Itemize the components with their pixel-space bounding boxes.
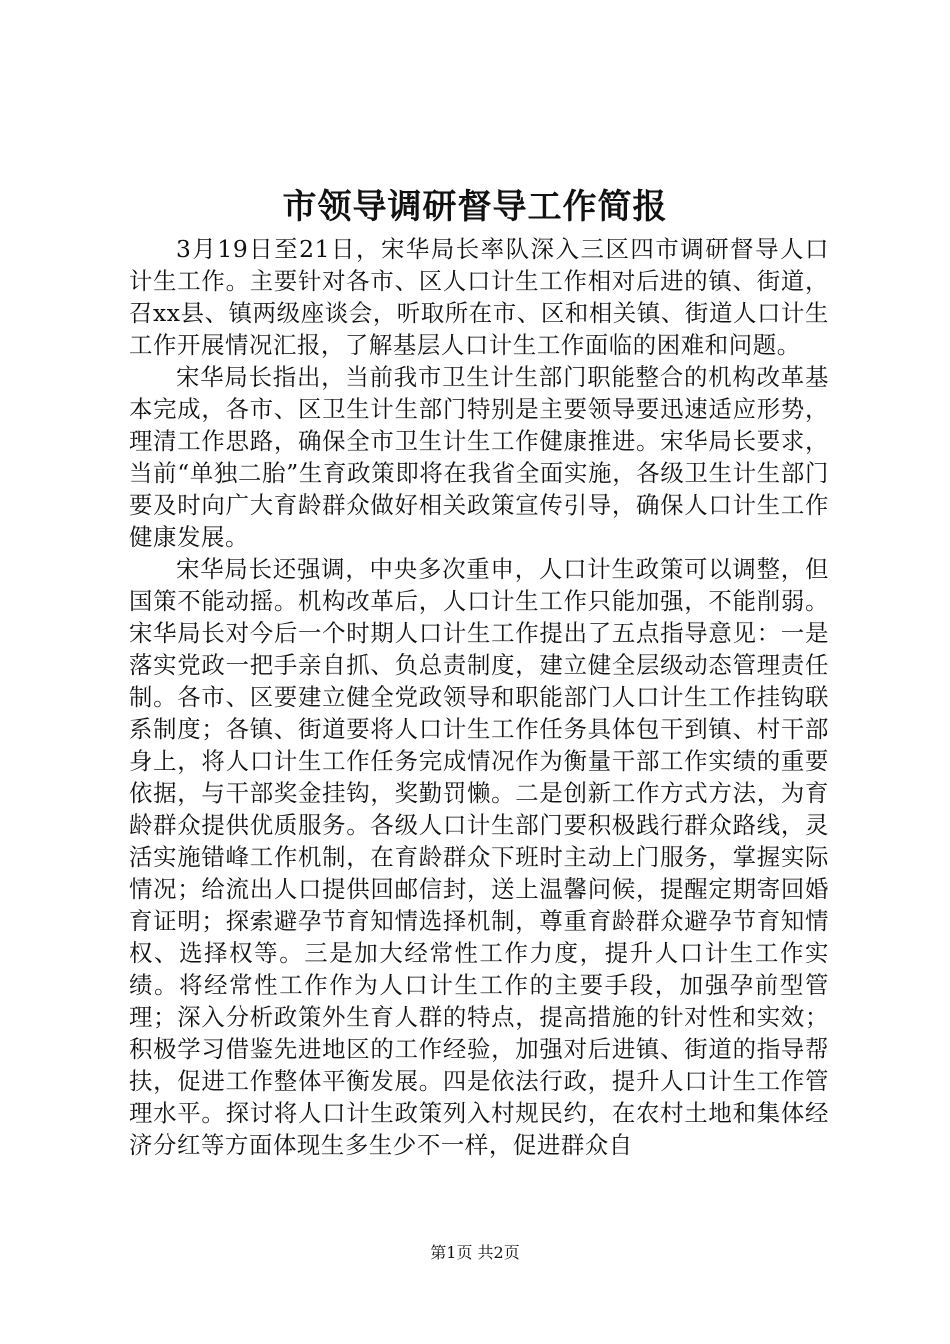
document-body: [129, 233, 829, 1161]
paragraph: 宋华局长指出，当前我市卫生计生部门职能整合的机构改革基本完成，各市、区卫生计生部门特别是主要领导要迅速适应形势，理清工作思路，确保全市卫生计生工作健康推进。宋华局长要求，当前“单独二胎”生育政策即将在我省全面实施，各级卫生计生部门要及时向广大育龄群众做好相关政策宣传引导，确保人口计生工作健康发展。: [129, 363, 829, 551]
paragraph: 宋华局长还强调，中央多次重申，人口计生政策可以调整，但国策不能动摇。机构改革后，人口计生工作只能加强，不能削弱。宋华局长对今后一个时期人口计生工作提出了五点指导意见：一是落实党政一把手亲自抓、负总责制度，建立健全层级动态管理责任制。各市、区要建立健全党政领导和职能部门人口计生工作挂钩联系制度；各镇、街道要将人口计生工作任务具体包干到镇、村干部身上，将人口计生工作任务完成情况作为衡量干部工作实绩的重要依据，与干部奖金挂钩，奖勤罚懒。二是创新工作方式方法，为育龄群众提供优质服务。各级人口计生部门要积极践行群众路线，灵活实施错峰工作机制，在育龄群众下班时主动上门服务，掌握实际情况；给流出人口提供回邮信封，送上温馨问候，提醒定期寄回婚育证明；探索避孕节育知情选择机制，尊重育龄群众避孕节育知情权、选择权等。三是加大经常性工作力度，提升人口计生工作实绩。将经常性工作作为人口计生工作的主要手段，加强孕前型管理；深入分析政策外生育人群的特点，提高措施的针对性和实效；积极学习借鉴先进地区的工作经验，加强对后进镇、街道的指导帮扶，促进工作整体平衡发展。四是依法行政，提升人口计生工作管理水平。探讨将人口计生政策列入村规民约，在农村土地和集体经济分红等方面体现生多生少不一样，促进群众自: [129, 555, 829, 1159]
document-title: 市领导调研督导工作简报: [282, 187, 668, 227]
paragraph: 3月19日至21日，宋华局长率队深入三区四市调研督导人口计生工作。主要针对各市、区人口计生工作相对后进的镇、街道，召xx县、镇两级座谈会，听取所在市、区和相关镇、街道人口计生工作开展情况汇报，了解基层人口计生工作面临的困难和问题。: [129, 235, 829, 359]
page-footer: 第1页 共2页: [430, 1243, 520, 1262]
